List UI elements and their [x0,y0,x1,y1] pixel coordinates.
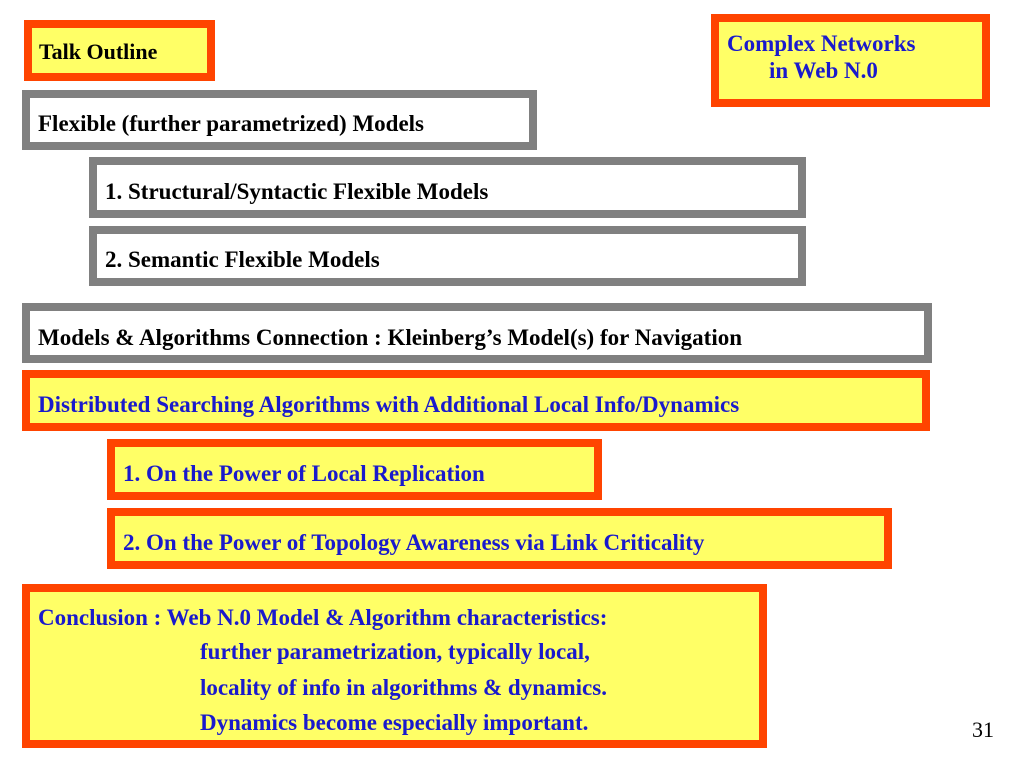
conclusion-line-3: locality of info in algorithms & dynamics. [200,675,607,700]
topology-awareness-label: 2. On the Power of Topology Awareness via Link Criticality [123,530,705,555]
title-line-1: Complex Networks [727,31,916,56]
talk-outline-box [24,20,215,81]
distributed-search-label: Distributed Searching Algorithms with Additional Local Info/Dynamics [38,392,740,417]
semantic-models-label: 2. Semantic Flexible Models [105,247,380,272]
local-replication-box [107,439,602,500]
models-algorithms-box [22,303,932,363]
semantic-models-box [89,226,806,286]
flexible-models-label: Flexible (further parametrized) Models [38,111,424,136]
talk-outline-label: Talk Outline [39,39,158,64]
local-replication-label: 1. On the Power of Local Replication [123,461,485,486]
topology-awareness-box [107,508,892,569]
distributed-search-box [22,370,930,431]
conclusion-line-4: Dynamics become especially important. [200,710,589,735]
structural-models-label: 1. Structural/Syntactic Flexible Models [105,179,489,204]
models-algorithms-label: Models & Algorithms Connection : Kleinberg’s Model(s) for Navigation [38,325,743,350]
structural-models-box [89,157,806,218]
flexible-models-box [22,90,537,150]
conclusion-box [22,584,767,748]
conclusion-line-2: further parametrization, typically local, [200,639,590,664]
title-badge [711,14,990,107]
page-number: 31 [972,717,994,742]
title-line-2: in Web N.0 [769,58,878,83]
conclusion-line-1: Conclusion : Web N.0 Model & Algorithm characteristics: [38,605,608,630]
